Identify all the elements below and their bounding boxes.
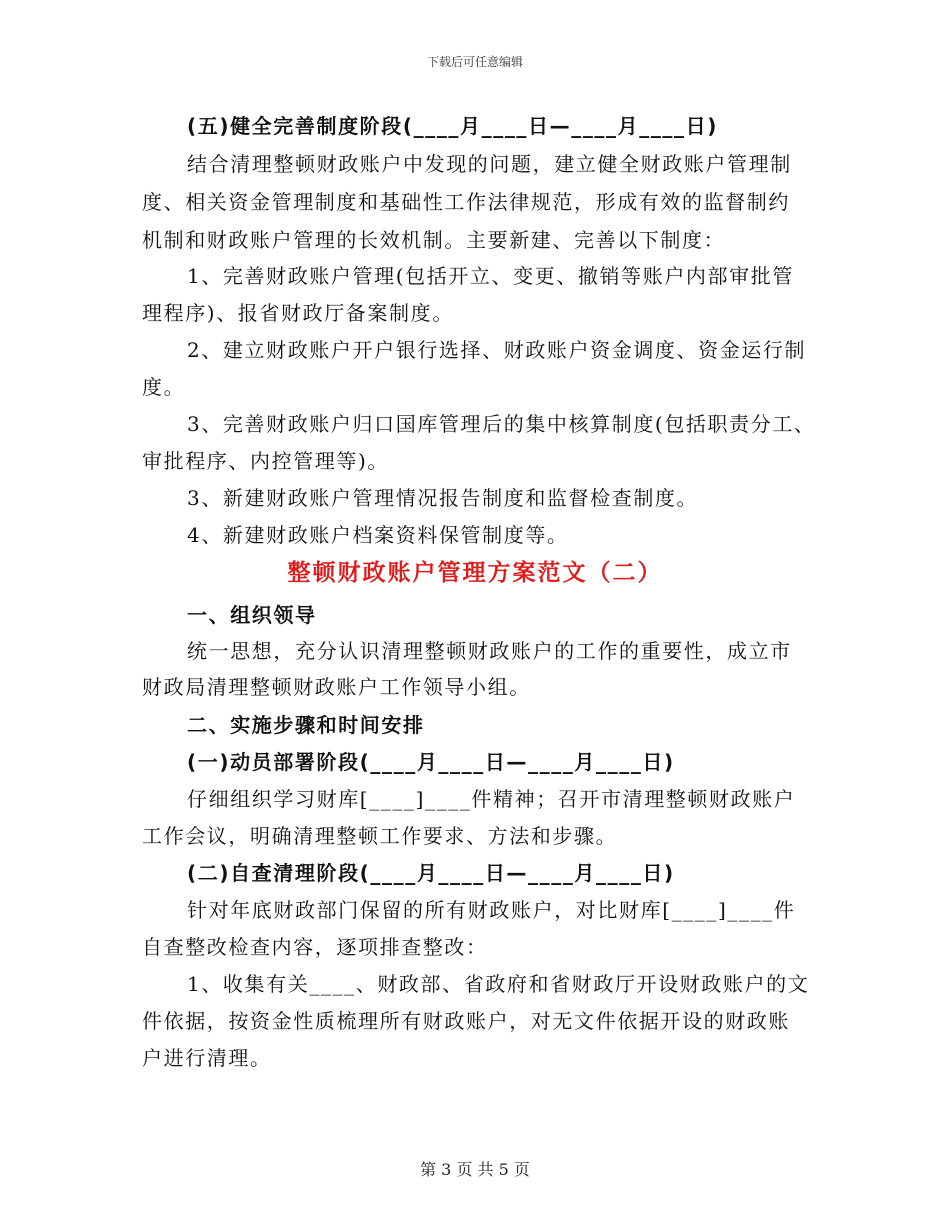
paragraph-line: 户进行清理。 [142,1046,272,1070]
list-item: 4、新建财政账户档案资料保管制度等。 [187,523,569,547]
section-heading: (一)动员部署阶段(____月____日—____月____日) [187,750,675,774]
list-item: 1、收集有关____、财政部、省政府和省财政厅开设财政账户的文 [187,972,810,996]
section-heading: 一、组织领导 [187,603,317,627]
paragraph-line: 针对年底财政部门保留的所有财政账户，对比财库[____]____件 [187,898,796,922]
paragraph-line: 仔细组织学习财库[____]____件精神；召开市清理整顿财政账户 [187,787,796,811]
paragraph-line: 件依据，按资金性质梳理所有财政账户，对无文件依据开设的财政账 [142,1009,790,1033]
header-note: 下载后可任意编辑 [426,55,523,69]
paragraph-line: 理程序)、报省财政厅备案制度。 [142,301,454,325]
list-item: 2、建立财政账户开户银行选择、财政账户资金调度、资金运行制 [187,338,807,362]
paragraph-line: 度、相关资金管理制度和基础性工作法律规范，形成有效的监督制约 [142,190,790,214]
paragraph-line: 结合清理整顿财政账户中发现的问题，建立健全财政账户管理制 [187,152,792,176]
paragraph-line: 自查整改检查内容，逐项排查整改： [142,935,488,959]
list-item: 3、完善财政账户归口国库管理后的集中核算制度(包括职责分工、 [187,412,816,436]
paragraph-line: 工作会议，明确清理整顿工作要求、方法和步骤。 [142,824,618,848]
section-heading: (五)健全完善制度阶段(____月____日—____月____日) [187,114,718,138]
list-item: 3、新建财政账户管理情况报告制度和监督检查制度。 [187,486,699,510]
paragraph-line: 财政局清理整顿财政账户工作领导小组。 [142,675,531,699]
paragraph-line: 统一思想，充分认识清理整顿财政账户的工作的重要性，成立市 [187,639,792,663]
document-title: 整顿财政账户管理方案范文（二） [287,560,663,586]
page-footer: 第 3 页 共 5 页 [420,1160,530,1179]
paragraph-line: 度。 [142,375,186,399]
paragraph-line: 审批程序、内控管理等)。 [142,449,390,473]
paragraph-line: 机制和财政账户管理的长效机制。主要新建、完善以下制度： [142,228,726,252]
section-heading: (二)自查清理阶段(____月____日—____月____日) [187,861,675,885]
section-heading: 二、实施步骤和时间安排 [187,713,425,737]
list-item: 1、完善财政账户管理(包括开立、变更、撤销等账户内部审批管 [187,264,794,288]
